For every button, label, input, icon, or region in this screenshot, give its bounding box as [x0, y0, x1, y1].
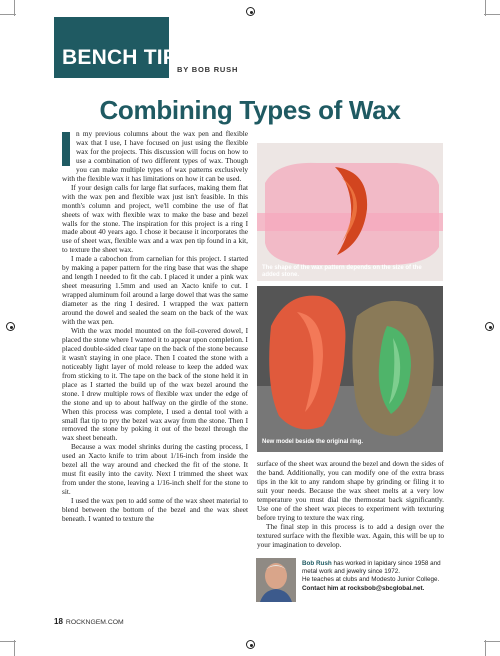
paragraph-text: n my previous columns about the wax pen and flexible wax that I use, I have focused on just using the flexible wax for the projects. This discussion will focus on how to use a combination of two different types of wax. Though you can make multiple types of wax patterns exclusively with the flexible wax it has limitations on how it can be used.	[62, 129, 248, 183]
crop-mark	[484, 641, 500, 642]
page-folio	[54, 617, 124, 626]
author-photo	[256, 558, 296, 602]
crop-mark	[14, 0, 15, 16]
author-contact: Contact him at rocksbob@sbcglobal.net.	[302, 584, 425, 592]
drop-cap	[62, 132, 70, 166]
registration-mark-left	[6, 322, 15, 331]
author-portrait-image	[256, 558, 296, 602]
paragraph: surface of the sheet wax around the bezel and down the sides of the band. Additionally, you can modify one of the extra brass tips in the kit to any random shape by grinding or filing it to suit your needs. Because the wax sheet melts at a very low temperature you must dial the thermostat back significantly. Use one of the sheet wax pieces to experiment with texturing before trying to texture the wax ring.	[257, 459, 444, 522]
paragraph: The final step in this process is to add a design over the textured surface with the flexible wax. Again, this will be up to your imagination to develop.	[257, 521, 444, 549]
page-number: 18	[54, 617, 63, 626]
crop-mark	[484, 14, 500, 15]
registration-mark-bottom	[246, 640, 255, 649]
crop-mark	[14, 640, 15, 656]
author-bio-line: has worked in lapidary since 1958 and metal work and jewelry since 1972.	[302, 560, 441, 576]
author-bio	[256, 558, 446, 604]
paragraph: I used the wax pen to add some of the wax sheet material to blend between the bottom of the bezel and the wax sheet beneath. I wanted to texture the	[62, 496, 248, 523]
article-body-right	[257, 460, 444, 550]
crop-mark	[485, 0, 486, 16]
paragraph: If your design calls for large flat surfaces, making them flat with the wax pen and flexible wax just isn't feasible. In this month's column and project, we'll combine the use of flat sheets of wax with flexible wax to make the base and bezel walls for the stone. The inspiration for this project is a ring I made about 40 years ago. I chose it because it incorporates the use of sheet wax, flexible wax and a wax pen tip found in a kit, to texture the sheet wax.	[62, 182, 248, 255]
paragraph: I made a cabochon from carnelian for this project. I started by making a paper pattern for the ring base that was the shape and length I needed to fit the cab. I placed it under a pink wax sheet measuring 1.5mm and used an Xacto knife to cut. I wrapped aluminum foil around a large dowel that was the same diameter as the ring I desired. I wrapped the wax pattern around the dowel and sealed the seam on the back of the wax with the wax pen.	[62, 254, 248, 327]
crop-mark	[485, 640, 486, 656]
site-name: ROCKNGEM.COM	[65, 619, 124, 626]
paragraph: Because a wax model shrinks during the casting process, I used an Xacto knife to trim about 1/16-inch from inside the bezel all the way around and checked the fit of the stone. It must fit easily into the cavity. Next I trimmed the sheet wax from under the stone, leaving a 1/16-inch shelf for the stone to sit.	[62, 442, 248, 497]
registration-mark-top	[246, 7, 255, 16]
author-bio-line: He teaches at clubs and Modesto Junior College.	[302, 576, 440, 584]
photo-caption: New model beside the original ring.	[262, 439, 364, 445]
wax-pattern-image	[257, 143, 443, 281]
author-name: Bob Rush	[302, 560, 332, 567]
photo-caption: The shape of the wax pattern depends on the size of the added stone.	[262, 265, 422, 279]
rings-photo	[257, 286, 443, 452]
paragraph	[62, 130, 248, 184]
rings-image	[257, 286, 443, 452]
article-title: Combining Types of Wax	[99, 95, 401, 125]
byline: BY BOB RUSH	[177, 65, 239, 74]
section-label: BENCH TIPS	[62, 46, 192, 69]
article-body-left	[62, 130, 248, 524]
section-badge	[54, 17, 192, 78]
wax-pattern-photo	[257, 143, 443, 281]
registration-mark-right	[485, 322, 494, 331]
paragraph: With the wax model mounted on the foil-covered dowel, I placed the stone where I wanted it to appear upon completion. I placed double-sided clear tape on the back of the stone because it wasn't staying in one place. Then I coated the stone with a noticeably light layer of mold release to keep the added wax from sticking to it. The tape on the back of the stone held it in place as I started the build up of the wax bezel around the stone. I drew multiple rows of flexible wax under the edge of the stone and up to about halfway on the girdle of the stone. When this process was complete, I used a dental tool with a small flat tip to pry the bezel wax away from the stone. Then I removed the stone by poking it out of the bezel through the wax sheet beneath.	[62, 325, 248, 443]
author-bio-text	[302, 560, 446, 593]
